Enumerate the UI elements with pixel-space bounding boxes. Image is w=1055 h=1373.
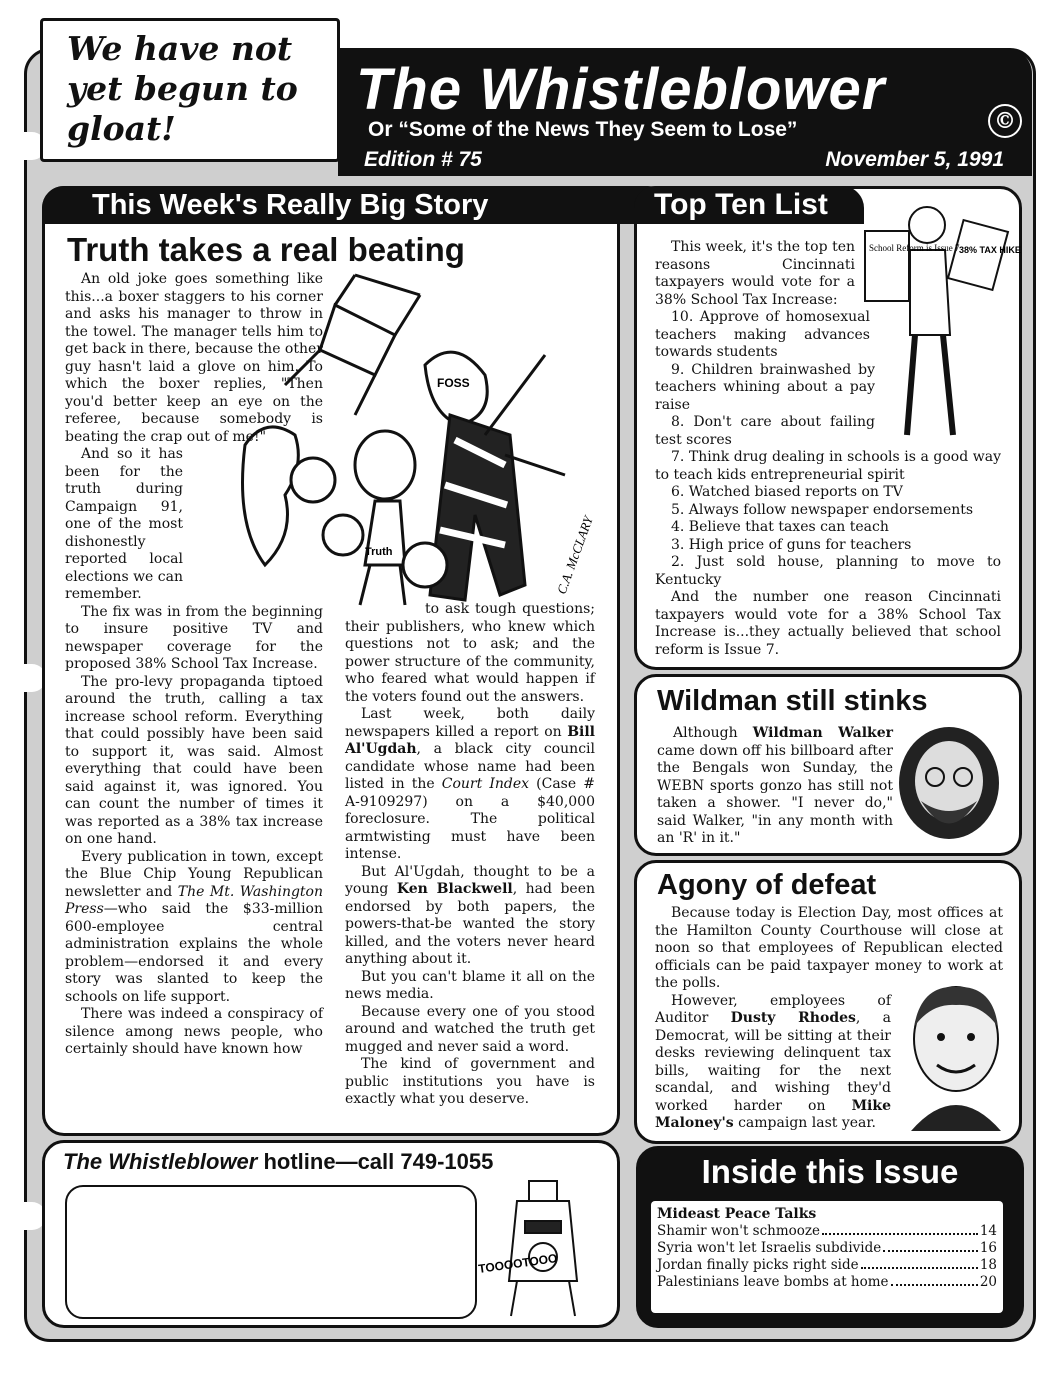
inside-issue-panel [636,1146,1024,1328]
big-story-section-bar: This Week's Really Big Story [42,186,670,224]
slogan-box [40,18,340,162]
big-story-panel [42,186,620,1136]
big-story-column-2 [345,601,595,1109]
person-name: Wildman Walker [752,725,894,741]
story-text: Because every one of you stood around and watched the truth get mugged and never said a word. [345,1003,595,1055]
story-paragraph [345,706,595,864]
issue-date: November 5, 1991 [825,148,1004,171]
story-paragraph [65,849,323,1007]
toc-entry-page: 20 [979,1274,997,1290]
toc-leader [822,1223,978,1235]
toc-entry-title: Syria won't let Israelis subdivide [657,1240,882,1256]
story-text: to ask tough questions; their publishers, who knew which questions not to ask; and the power structure of the community, who feared what would happen if the voters found out the answers. [345,601,595,705]
story-text: The fix was in from the beginning to insure positive TV and newspaper coverage for the proposed 38% School Tax Increase. [65,603,323,672]
slogan-line: yet begun to [67,69,298,108]
copyright-icon: © [988,104,1022,138]
toc-section-title: Mideast Peace Talks [657,1206,817,1222]
edition-number: Edition # 75 [364,148,482,171]
toc-leader [883,1240,978,1252]
top-ten-item: 8. Don't care about failing test scores [655,414,875,448]
story-text: —who said the $33-million 600-employee central administration explains the whole problem—endorsed it and every story was slanted to keep the schools on life support. [65,901,323,1005]
masthead-tagline: Or “Some of the News They Seem to Lose” [368,118,798,141]
story-text: Because today is Election Day, most offices at the Hamilton County Courthouse will close at noon so that employees of Republican elected officials can be paid taxpayer money to work at the polls. [655,905,1003,991]
story-text: And so it has been for the truth during Campaign 91, one of the most dishonestly reported local elections we can remember. [65,446,183,602]
story-text: , a black city council candidate whose name had been listed in the [345,741,595,792]
hotline-title-italic: The Whistleblower [63,1149,258,1174]
wildman-headline: Wildman still stinks [657,685,928,717]
story-text: , had been endorsed by both papers, the powers-that-be wanted the story killed, and the voters never heard anything about it. [345,881,595,967]
cartoon-signature: C.A. McCLARY [553,514,596,597]
story-paragraph [65,271,323,446]
hotline-title-rest: hotline—call 749-1055 [257,1149,494,1174]
story-text: But Al'Ugdah, thought to be a young [345,863,595,897]
toc-leader [891,1274,978,1286]
story-paragraph [65,1006,323,1059]
court-index-title: Court Index [441,776,530,792]
story-text: (Case # A-9109297) on a $40,000 foreclosure. The political armtwisting must have been intense. [345,776,595,862]
story-text: Every publication in town, except the Blue Chip Young Republican newsletter and [65,848,323,900]
story-paragraph [345,601,595,706]
top-ten-item: 6. Watched biased reports on TV [671,484,903,500]
story-text: The pro-levy propaganda tiptoed around the truth, calling a tax increase school reform. Everything that could possibly have been said to support it, was said. Almost everything that could have been said against it, was ignored. You can count the number of times it was reported as a 38% tax increase on one hand. [65,673,323,847]
story-text: However, employees of Auditor [655,992,891,1026]
slogan-line: We have not [67,29,293,68]
toc-entry-title: Palestinians leave bombs at home [657,1274,889,1290]
hotline-panel [42,1140,620,1328]
story-text: campaign last year. [738,1115,876,1131]
top-ten-body [655,239,1001,659]
wildman-body [657,725,893,848]
agony-headline: Agony of defeat [657,869,877,901]
dusty-rhodes-portrait [901,979,1011,1131]
person-name: Dusty Rhodes [730,1010,856,1026]
story-paragraph [345,969,595,1004]
wildman-panel [634,674,1022,856]
story-paragraph [65,674,323,849]
whistle-robot-cartoon [477,1171,607,1321]
masthead-title: The Whistleblower [356,57,886,122]
story-paragraph [655,993,891,1133]
top-ten-item: 7. Think drug dealing in schools is a good way to teach kids entrepreneurial spirit [655,449,1001,483]
story-paragraph [345,1056,595,1109]
hotline-title [63,1149,493,1175]
story-text: The kind of government and public institutions you have is exactly what you deserve. [345,1056,595,1107]
story-paragraph [657,725,893,848]
toc-entry-page: 18 [979,1257,997,1273]
whistle-sound-text: TOOOOTOOO [477,1251,559,1276]
trunks-label: Truth [365,546,393,558]
hotline-message-box [65,1185,477,1319]
toc-entry[interactable] [657,1240,997,1257]
top-ten-item: 10. Approve of homosexual teachers making advances towards students [655,309,870,360]
inside-issue-title: Inside this Issue [701,1153,959,1190]
slogan-line: gloat! [67,109,176,148]
toc-entry[interactable] [657,1274,997,1291]
sign-right-text: 38% TAX HIKE [959,245,1021,255]
story-paragraph [345,864,595,969]
press-title: The Mt. Washington Press [65,883,323,917]
top-ten-title: Top Ten List [634,186,864,224]
story-text: There was indeed a conspiracy of silence among news people, who certainly should have known how [65,1006,323,1057]
top-ten-item: 4. Believe that taxes can teach [671,519,889,535]
story-text: An old joke goes something like this...a boxer staggers to his corner and asks his manager to throw in the towel. The manager tells him to get back in there, because the other guy hasn't laid a glove on him. To which the boxer replies, "Then you'd better keep an eye on the referee, because somebody is beating the crap out of me!" [65,271,323,445]
big-story-headline: Truth takes a real beating [67,231,465,268]
top-ten-closing: And the number one reason Cincinnati taxpayers would vote for a 38% School Tax Increase is...they actually believed that school reform is Issue 7. [655,589,1001,658]
toc-entry-page: 14 [979,1223,997,1239]
story-text: Although [673,725,738,741]
toc-entry-title: Jordan finally picks right side [657,1257,859,1273]
toc-entry[interactable] [657,1257,997,1274]
top-ten-item: 5. Always follow newspaper endorsements [671,501,974,518]
story-text: But you can't blame it all on the news media. [345,968,595,1002]
referee-cap-label: FOSS [437,376,470,390]
toc-entry[interactable] [657,1223,997,1240]
person-name: Mike Maloney's [655,1097,891,1131]
table-of-contents [651,1201,1003,1313]
story-text: , a Democrat, will be sitting at their desks reviewing delinquent tax bills, waiting for the next scandal, and wishing they'd worked harder on [655,1010,892,1114]
masthead [338,48,1032,176]
toc-leader [861,1257,978,1269]
top-ten-item: 9. Children brainwashed by teachers whining about a pay raise [655,361,875,413]
story-text: came down off his billboard after the Bengals won Sunday, the WEBN sports gonzo has still not taken a shower. "I never do," said Walker, "in any month with an 'R' in it." [657,742,893,846]
person-name: Ken Blackwell [396,881,513,897]
story-paragraph [65,446,183,604]
top-ten-item: 3. High price of guns for teachers [671,536,912,553]
person-name: Bill Al'Ugdah [345,723,595,757]
toc-entry-title: Shamir won't schmooze [657,1223,821,1239]
top-ten-panel [634,186,1022,670]
toc-entry-page: 16 [979,1240,997,1256]
agony-panel [634,860,1022,1144]
wildman-portrait [891,721,1007,847]
top-ten-intro: This week, it's the top ten reasons Cincinnati taxpayers would vote for a 38% School Tax Increase: [655,239,855,308]
sign-left-text: School Reform is Issue 7 [869,243,960,253]
big-story-column-1 [65,271,323,1059]
story-text: Last week, both daily newspapers killed a report on [345,706,595,740]
top-ten-item: 2. Just sold house, planning to move to Kentucky [655,554,1001,588]
story-paragraph [345,1004,595,1057]
story-paragraph [65,604,323,674]
